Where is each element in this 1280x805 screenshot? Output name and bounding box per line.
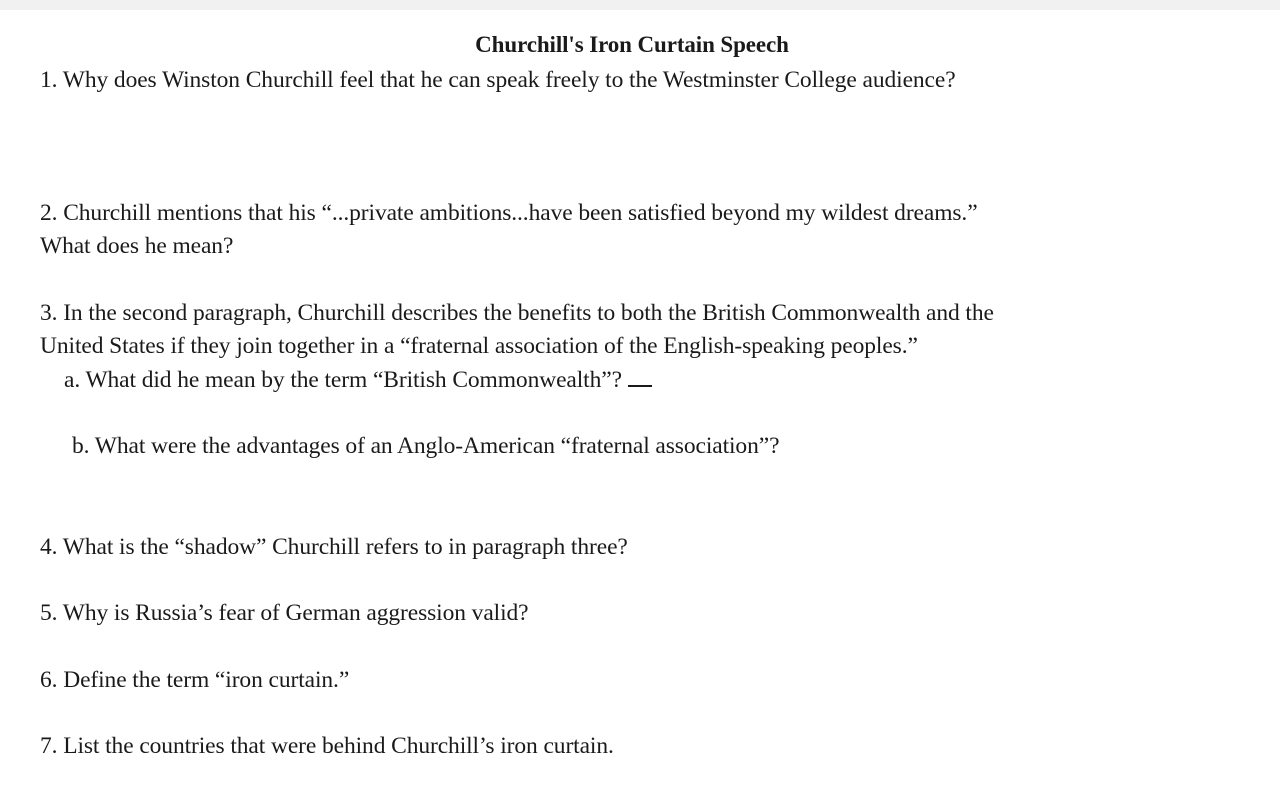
question-7: 7. List the countries that were behind Churchill’s iron curtain. — [40, 733, 614, 759]
question-2-line-2: What does he mean? — [40, 233, 234, 259]
page-title: Churchill's Iron Curtain Speech — [475, 32, 789, 57]
question-3a — [64, 365, 652, 395]
question-2-line-1: 2. Churchill mentions that his “...private ambitions...have been satisfied beyond my wildest dreams.” — [40, 200, 978, 226]
top-bar — [0, 0, 1280, 10]
question-1: 1. Why does Winston Churchill feel that he can speak freely to the Westminster College audience? — [40, 67, 956, 93]
question-5: 5. Why is Russia’s fear of German aggression valid? — [40, 600, 529, 626]
question-3b: b. What were the advantages of an Anglo-American “fraternal association”? — [72, 433, 780, 459]
question-4: 4. What is the “shadow” Churchill refers to in paragraph three? — [40, 534, 628, 560]
question-3-line-1: 3. In the second paragraph, Churchill describes the benefits to both the British Commonwealth and the — [40, 300, 994, 326]
answer-blank — [628, 367, 652, 387]
question-3-line-2: United States if they join together in a “fraternal association of the English-speaking peoples.” — [40, 333, 918, 359]
question-3a-text: a. What did he mean by the term “British Commonwealth”? — [64, 367, 622, 393]
question-6: 6. Define the term “iron curtain.” — [40, 667, 350, 693]
